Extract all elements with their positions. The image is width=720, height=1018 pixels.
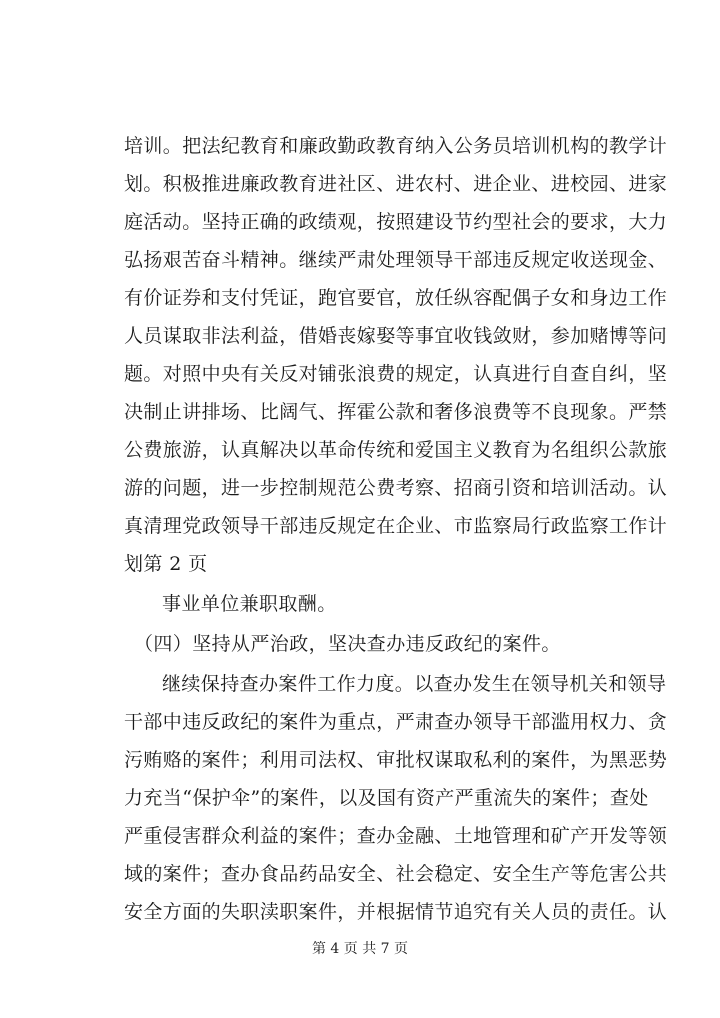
body-text-line: 决制止讲排场、比阔气、挥霍公款和奢侈浪费等不良现象。严禁 [124, 401, 668, 423]
body-text-line: 域的案件；查办食品药品安全、社会稳定、安全生产等危害公共 [124, 863, 668, 885]
body-text-line: 划。积极推进廉政教育进社区、进农村、进企业、进校园、进家 [124, 173, 668, 195]
body-text-line: 力充当“保护伞”的案件，以及国有资产严重流失的案件；查处 [124, 787, 649, 809]
page-break-marker: 划第 2 页 [124, 553, 208, 575]
body-text-line: 干部中违反政纪的案件为重点，严肃查办领导干部滥用权力、贪 [124, 711, 668, 733]
body-text-line: 培训。把法纪教育和廉政勤政教育纳入公务员培训机构的教学计 [124, 135, 668, 157]
body-text-line: 弘扬艰苦奋斗精神。继续严肃处理领导干部违反规定收送现金、 [124, 249, 668, 271]
body-text-line: 人员谋取非法利益，借婚丧嫁娶等事宜收钱敛财，参加赌博等问 [124, 325, 668, 347]
body-text-line: 公费旅游，认真解决以革命传统和爱国主义教育为名组织公款旅 [124, 439, 668, 461]
body-text-line: 污贿赂的案件；利用司法权、审批权谋取私利的案件，为黑恶势 [124, 749, 668, 771]
body-text-line: 游的问题，进一步控制规范公费考察、招商引资和培训活动。认 [124, 477, 668, 499]
body-text-line: 事业单位兼职取酬。 [162, 593, 337, 615]
body-text-line: 安全方面的失职渎职案件，并根据情节追究有关人员的责任。认 [124, 901, 668, 923]
body-text-line: 严重侵害群众利益的案件；查办金融、土地管理和矿产开发等领 [124, 825, 668, 847]
body-text-line: 继续保持查办案件工作力度。以查办发生在领导机关和领导 [162, 673, 667, 695]
section-heading: （四）坚持从严治政，坚决查办违反政纪的案件。 [134, 633, 561, 655]
body-text-line: 有价证券和支付凭证，跑官要官，放任纵容配偶子女和身边工作 [124, 287, 668, 309]
body-text-line: 真清理党政领导干部违反规定在企业、市监察局行政监察工作计 [124, 515, 668, 537]
body-text-line: 题。对照中央有关反对铺张浪费的规定，认真进行自查自纠，坚 [124, 363, 668, 385]
body-text-line: 庭活动。坚持正确的政绩观，按照建设节约型社会的要求，大力 [124, 211, 668, 233]
page-number-footer: 第 4 页 共 7 页 [311, 941, 409, 957]
